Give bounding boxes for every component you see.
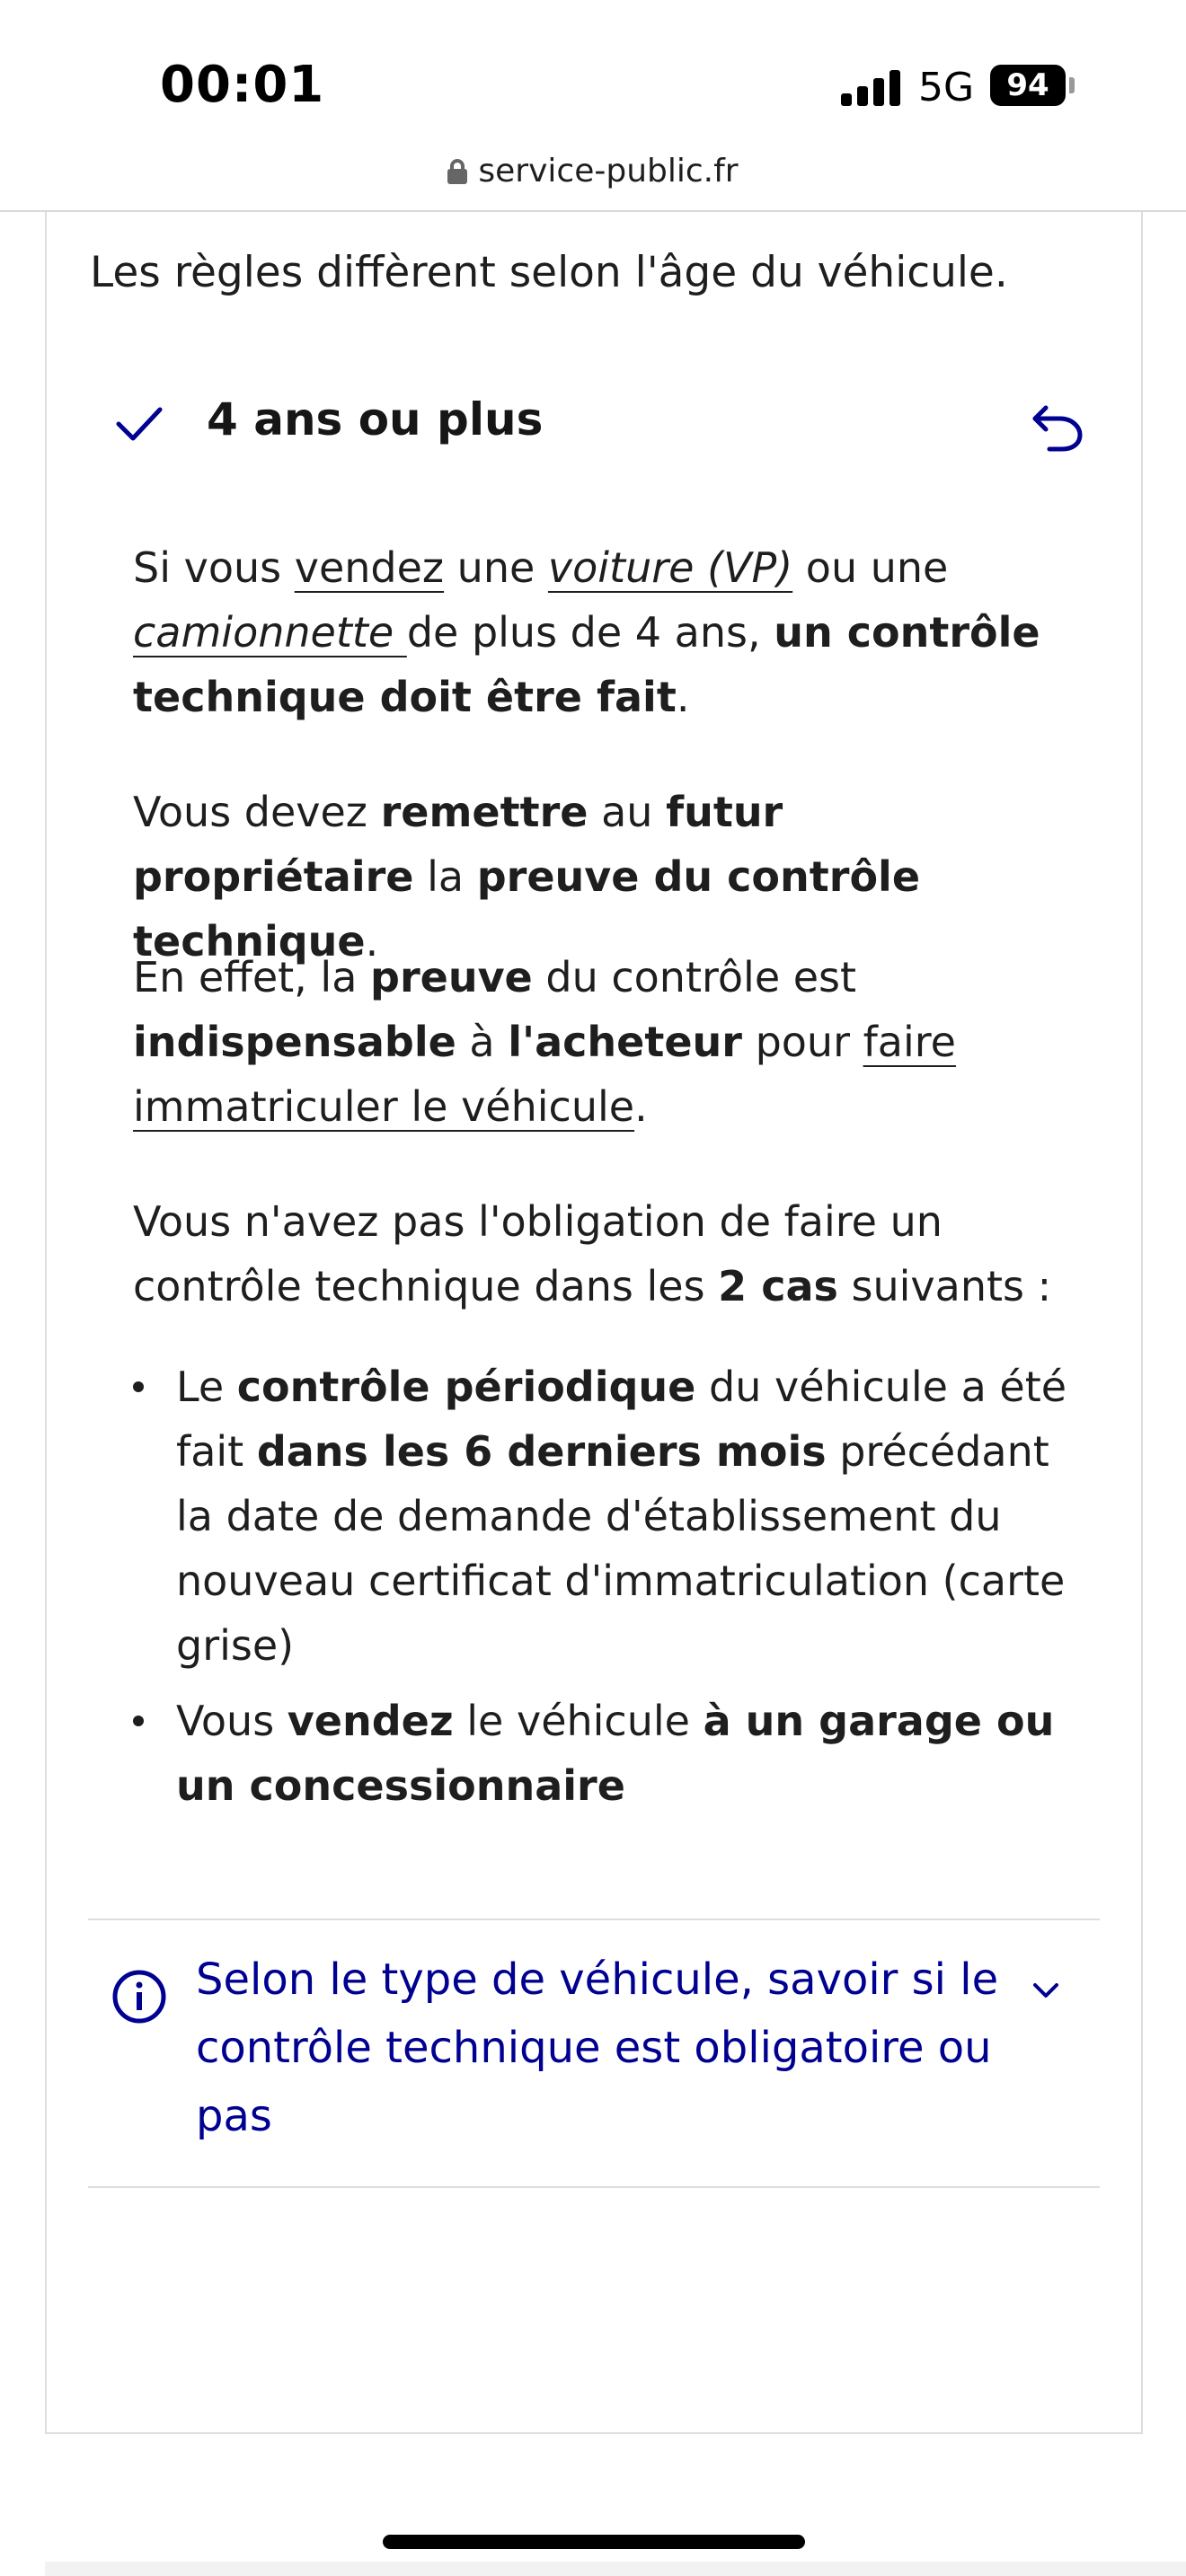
bullet-dot: [133, 1716, 144, 1726]
url-text[interactable]: service-public.fr: [478, 153, 739, 190]
home-indicator[interactable]: [383, 2535, 805, 2549]
bold-text: remettre: [380, 788, 589, 836]
link-immatriculer[interactable]: faire immatriculer le véhicule: [133, 1018, 956, 1131]
battery-tip: [1069, 77, 1075, 93]
text: Vous devez: [133, 788, 381, 836]
divider: [88, 2186, 1100, 2188]
text: .: [676, 673, 690, 721]
text: au: [588, 788, 667, 836]
text: Le: [176, 1363, 237, 1411]
bold-text: dans les 6 derniers mois: [256, 1427, 827, 1476]
info-icon: [111, 1969, 167, 2025]
status-bar: [0, 0, 1186, 144]
bold-text: vendez: [287, 1697, 454, 1745]
link-vendez[interactable]: vendez: [294, 543, 445, 592]
text: Vous: [176, 1697, 288, 1745]
text: ou une: [792, 543, 949, 592]
text: de plus de 4 ans,: [406, 608, 774, 657]
content-card: [45, 212, 1143, 2434]
bullet-dot: [133, 1381, 144, 1392]
bold-text: un contrôle technique doit être fait: [133, 608, 1040, 721]
divider: [88, 1919, 1100, 1920]
text: suivants :: [837, 1262, 1052, 1310]
lock-icon: [447, 159, 467, 184]
paragraph-4: [133, 1189, 1076, 1319]
info-link-text[interactable]: Selon le type de véhicule, savoir si le contrôle technique est obligatoire ou pas: [196, 1954, 999, 2141]
bold-text: indispensable: [133, 1018, 456, 1066]
network-type: 5G: [918, 65, 975, 110]
address-bar[interactable]: [0, 144, 1186, 212]
info-accordion[interactable]: [111, 1945, 1100, 2179]
signal-icon: [841, 70, 902, 106]
text: Vous n'avez pas l'obligation de faire un contrôle technique dans les: [133, 1197, 943, 1310]
check-icon: [111, 397, 165, 451]
bold-text: preuve du contrôle technique: [133, 852, 921, 966]
list-item: [133, 1354, 1085, 1678]
text: à: [456, 1018, 509, 1066]
text: du contrôle est: [532, 953, 857, 1001]
text: le véhicule: [453, 1697, 704, 1745]
bottom-strip: [45, 2562, 1186, 2576]
text: .: [365, 917, 379, 966]
bold-text: à un garage ou un concessionnaire: [176, 1697, 1055, 1810]
link-voiture[interactable]: voiture (VP): [547, 543, 793, 592]
accordion-title[interactable]: 4 ans ou plus: [207, 393, 544, 446]
bold-text: futur propriétaire: [133, 788, 783, 901]
chevron-down-icon[interactable]: [1028, 1972, 1064, 2008]
bold-text: contrôle périodique: [236, 1363, 696, 1411]
paragraph-3: [133, 945, 1076, 1139]
text: la: [413, 852, 477, 901]
accordion-header[interactable]: [111, 377, 1100, 467]
text: pour: [741, 1018, 863, 1066]
status-time: 00:01: [160, 56, 325, 114]
paragraph-1: [133, 535, 1076, 729]
bold-text: preuve: [370, 953, 533, 1001]
text: .: [634, 1082, 648, 1131]
text: Si vous: [133, 543, 295, 592]
link-camionnette[interactable]: camionnette: [133, 608, 407, 657]
bold-text: 2 cas: [718, 1262, 838, 1310]
text: du véhicule a été fait: [176, 1363, 1067, 1476]
undo-icon[interactable]: [1028, 395, 1087, 454]
list-item: [133, 1689, 1085, 1818]
battery-icon: 94: [990, 65, 1066, 106]
intro-text: Les règles diffèrent selon l'âge du véhicule.: [90, 248, 1008, 297]
text: précédant la date de demande d'établissement du nouveau certificat d'immatriculation (carte grise): [176, 1427, 1066, 1670]
bold-text: l'acheteur: [508, 1018, 742, 1066]
text: En effet, la: [133, 953, 371, 1001]
bullet-list: [133, 1354, 1085, 1829]
text: une: [444, 543, 548, 592]
